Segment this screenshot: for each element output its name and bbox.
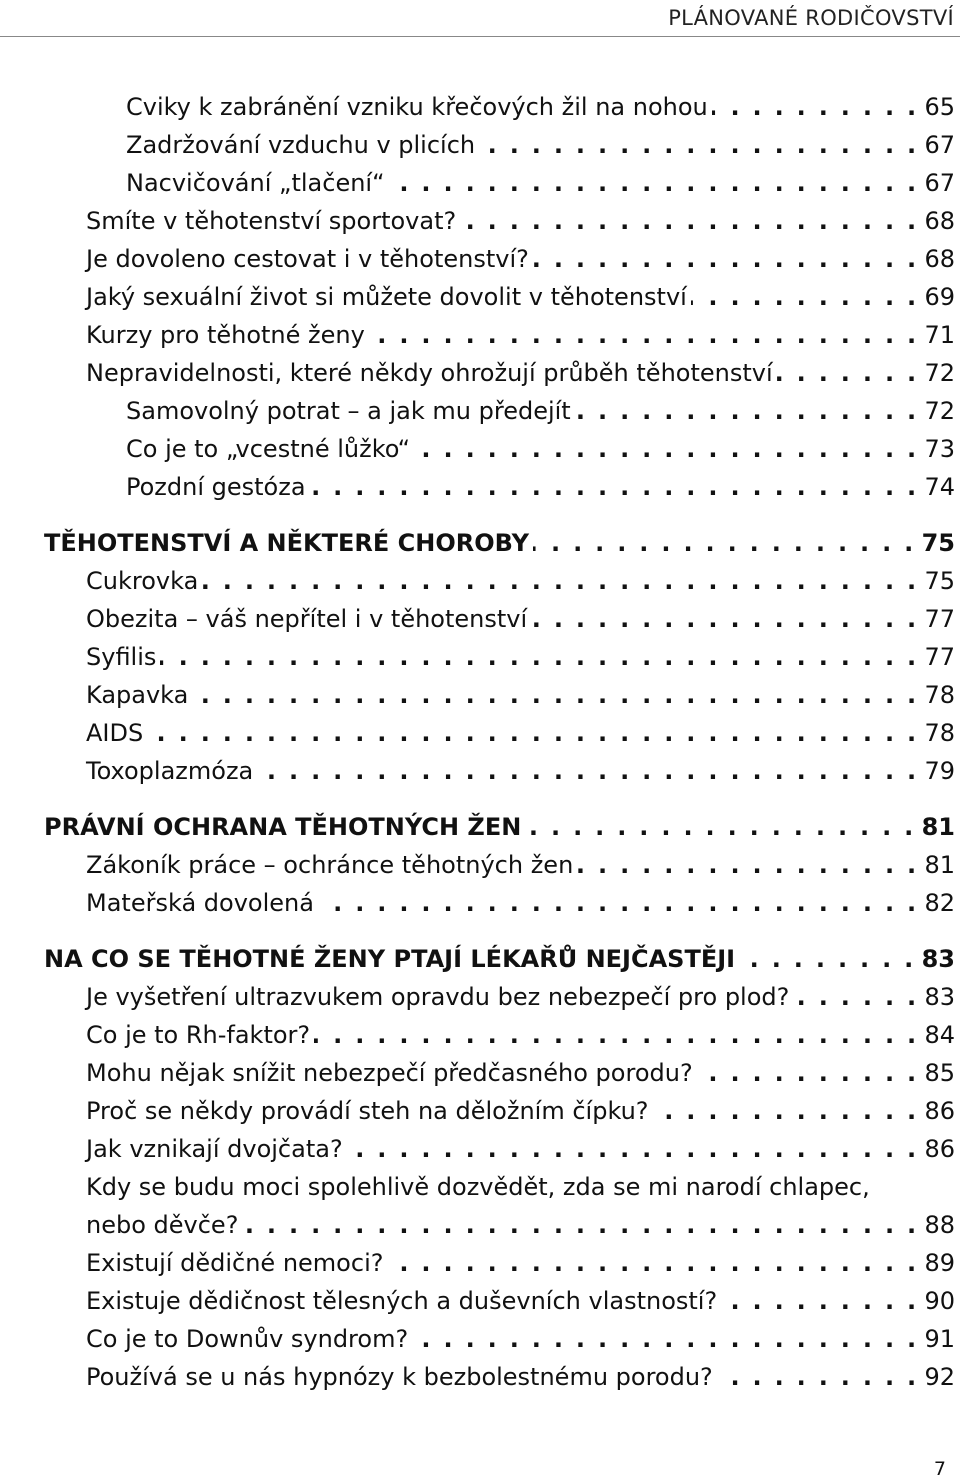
toc-entry-page: 68 [924,207,955,235]
toc-entry-title: Syfilis [86,643,157,671]
toc-entry-title: Co je to „vcestné lůžko“ [126,435,411,463]
dot-leader [389,168,919,198]
dot-leader [717,1362,919,1392]
toc-entry [86,596,955,634]
toc-entry-page: 75 [924,567,955,595]
dot-leader [533,528,916,558]
dot-leader [202,566,918,596]
toc-entry-title: Proč se někdy provádí steh na děložním čípku? [86,1097,649,1125]
toc-entry [86,1354,955,1392]
toc-entry-title: Mateřská dovolená [86,889,314,917]
toc-entry [86,1012,955,1050]
toc-entry [126,388,955,426]
dot-leader [257,756,918,786]
toc-entry [86,842,955,880]
dot-leader [310,472,919,502]
toc-entry-title: Je dovoleno cestovat i v těhotenství? [86,245,529,273]
dot-leader [739,944,916,974]
toc-section-heading [44,804,955,842]
toc-entry [86,1050,955,1088]
toc-entry [86,748,955,786]
dot-leader [575,396,919,426]
toc-entry [86,274,955,312]
toc-entry-page: 83 [924,983,955,1011]
toc-entry-title: Používá se u nás hypnózy k bezbolestnému porodu? [86,1363,713,1391]
toc-entry-page: 75 [921,529,955,557]
dot-leader [525,812,915,842]
toc-entry-page: 67 [924,169,955,197]
dot-leader [160,642,918,672]
toc-entry [86,558,955,596]
toc-entry-title: Co je to Downův syndrom? [86,1325,409,1353]
toc-section-heading [44,520,955,558]
toc-entry [86,1088,955,1126]
toc-entry-page: 86 [924,1097,955,1125]
toc-entry-title: Samovolný potrat – a jak mu předejít [126,397,571,425]
toc-entry-page: 81 [924,851,955,879]
toc-entry-title: Co je to Rh-faktor? [86,1021,311,1049]
dot-leader [347,1134,919,1164]
toc-entry-page: 90 [924,1287,955,1315]
toc-entry-title: Nepravidelnosti, které někdy ohrožují průběh těhotenství [86,359,773,387]
toc-entry-page: 77 [924,643,955,671]
toc-entry [126,160,955,198]
dot-leader [697,1058,919,1088]
toc-entry [86,312,955,350]
toc-entry [86,1316,955,1354]
dot-leader [793,982,918,1012]
toc-entry-title: Cviky k zabránění vzniku křečových žil na nohou [126,93,708,121]
toc-entry-page: 84 [924,1021,955,1049]
toc-entry-title: Nacvičování „tlačení“ [126,169,385,197]
toc-entry-title: Existuje dědičnost tělesných a duševních vlastností? [86,1287,718,1315]
toc-entry-page: 88 [924,1211,955,1239]
toc-entry-title: Obezita – váš nepřítel i v těhotenství [86,605,528,633]
toc-entry [126,426,955,464]
toc-entry-title: nebo děvče? [86,1211,239,1239]
toc-entry-title: Kdy se budu moci spolehlivě dozvědět, zda se mi narodí chlapec, [86,1173,870,1201]
toc-entry-page: 92 [924,1363,955,1391]
dot-leader [414,434,918,464]
toc-entry [86,236,955,274]
toc-entry-title: Zadržování vzduchu v plicích [126,131,476,159]
dot-leader [533,244,919,274]
toc-entry-title: Kapavka [86,681,189,709]
toc-entry-page: 67 [924,131,955,159]
dot-leader [653,1096,919,1126]
toc-entry [86,1164,955,1202]
toc-entry-title: Pozdní gestóza [126,473,306,501]
toc-entry-page: 72 [924,397,955,425]
toc-entry-title: Cukrovka [86,567,199,595]
dot-leader [369,320,919,350]
toc-entry-page: 82 [924,889,955,917]
toc-entry [86,880,955,918]
toc-entry [86,1240,955,1278]
toc-entry-title: Je vyšetření ultrazvukem opravdu bez nebezpečí pro plod? [86,983,790,1011]
toc-entry [86,710,955,748]
toc-entry-page: 85 [924,1059,955,1087]
toc-entry-page: 89 [924,1249,955,1277]
dot-leader [460,206,918,236]
dot-leader [691,282,919,312]
toc-entry-page: 81 [921,813,955,841]
dot-leader [314,1020,918,1050]
running-head: PLÁNOVANÉ RODIČOVSTVÍ [668,6,954,30]
toc-entry [86,1126,955,1164]
dot-leader [242,1210,918,1240]
dot-leader [479,130,918,160]
toc-entry-page: 91 [924,1325,955,1353]
page-number: 7 [933,1458,946,1480]
toc-entry [86,198,955,236]
toc-entry [126,84,955,122]
toc-entry-page: 74 [924,473,955,501]
toc-entry-title: Existují dědičné nemoci? [86,1249,384,1277]
toc-entry-page: 65 [924,93,955,121]
toc-entry-title: AIDS [86,719,144,747]
toc-entry-page: 68 [924,245,955,273]
toc-entry-title: Zákoník práce – ochránce těhotných žen [86,851,574,879]
toc-entry [86,974,955,1012]
toc-entry-page: 79 [924,757,955,785]
toc-entry [86,350,955,388]
toc-entry-title: PRÁVNÍ OCHRANA TĚHOTNÝCH ŽEN [44,813,522,841]
toc-entry [86,672,955,710]
dot-leader [531,604,918,634]
dot-leader [412,1324,918,1354]
toc-entry-page: 72 [924,359,955,387]
toc-entry-page: 83 [921,945,955,973]
dot-leader [318,888,919,918]
dot-leader [777,358,919,388]
dot-leader [712,92,919,122]
toc-entry-title: Toxoplazmóza [86,757,254,785]
toc-entry [86,634,955,672]
toc-entry-title: Mohu nějak snížit nebezpečí předčasného porodu? [86,1059,693,1087]
toc-entry [126,464,955,502]
dot-leader [577,850,918,880]
dot-leader [721,1286,918,1316]
toc-entry-page: 77 [924,605,955,633]
toc-entry-page: 78 [924,719,955,747]
dot-leader [147,718,918,748]
dot-leader [192,680,918,710]
toc-entry-title: Jak vznikají dvojčata? [86,1135,343,1163]
toc-entry-title: Kurzy pro těhotné ženy [86,321,365,349]
toc-entry-page: 73 [924,435,955,463]
toc-entry-page: 71 [924,321,955,349]
toc-entry-title: TĚHOTENSTVÍ A NĚKTERÉ CHOROBY [44,529,529,557]
dot-leader [387,1248,918,1278]
toc-entry [86,1278,955,1316]
toc-entry [86,1202,955,1240]
toc-entry-page: 78 [924,681,955,709]
toc-section-heading [44,936,955,974]
toc-entry [126,122,955,160]
toc-entry-title: Smíte v těhotenství sportovat? [86,207,457,235]
toc-entry-title: Jaký sexuální život si můžete dovolit v těhotenství [86,283,687,311]
toc-entry-title: NA CO SE TĚHOTNÉ ŽENY PTAJÍ LÉKAŘŮ NEJČASTĚJI [44,945,736,973]
toc-entry-page: 86 [924,1135,955,1163]
toc-entry-page: 69 [924,283,955,311]
